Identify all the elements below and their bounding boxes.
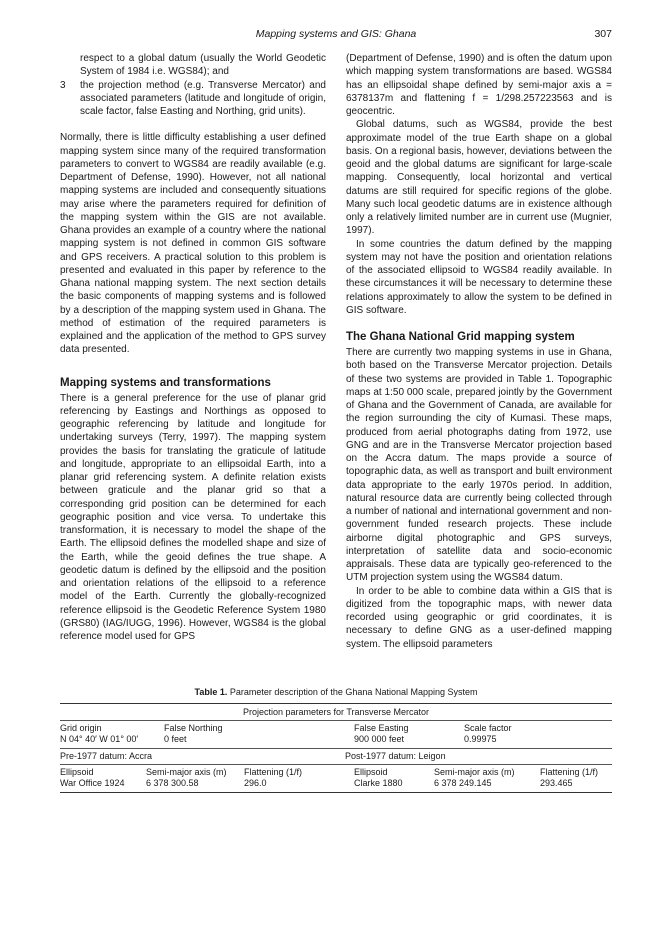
left-column <box>60 52 326 643</box>
table-cell: N 04° 40′ W 01° 00′ <box>60 734 139 744</box>
table-datum-post: Post-1977 datum: Leigon <box>345 751 446 761</box>
table-datum-pre: Pre-1977 datum: Accra <box>60 751 153 761</box>
paragraph: Normally, there is little difficulty establishing a user defined mapping system since many of the required transformation parameters to convert to WGS84 are readily available (e.g. Department of Defense, 1990). However, not all national mapping systems are included and consequently situations may arise where the parameters required for definition of the mapping system within the GIS are not available. Ghana provides an example of a country where the national mapping system is not defined in common GIS software and GPS receivers. A practical solution to this problem is presented and evaluated in this paper by reference to the Ghana national mapping system. The next section details the basic components of mapping systems and is followed by a description of the mapping system used in Ghana. The method of estimation of the required parameters is explained and the application of the method to GPS survey data presented. <box>60 132 326 356</box>
table-header-cell: Grid origin <box>60 723 102 733</box>
section-heading: The Ghana National Grid mapping system <box>346 331 575 343</box>
page-number: 307 <box>594 28 612 40</box>
table-cell: 296.0 <box>244 778 267 788</box>
table-header-cell: Ellipsoid <box>60 767 94 777</box>
paragraph: There is a general preference for the use of planar grid referencing by Eastings and Northings as opposed to geographic referencing by latitude and longitude for undertaking surveys (Terry, 1997). The mapping system provides the basis for translating the graticule of latitude and longitude, appropriate to an ellipsoidal Earth, into a planar grid referencing system. A definite relation exists between graticule and the planar grid so that a corresponding grid position can be determined for each geographic position and vice versa. To undertake this transformation, it is necessary to model the shape of the Earth. The ellipsoid defines the modelled shape and size of the Earth, while the geoid defines the true shape. A geodetic datum is defined by the ellipsoid and the position and orientation relations of the ellipsoid to a reference model of the Earth. Currently the globally-recognized reference ellipsoid is the Geodetic Reference System 1980 (GRS80) (IAG/IUGG, 1996). However, WGS84 is the global reference model used for GPS <box>60 392 326 642</box>
table-cell: 6 378 300.58 <box>146 778 199 788</box>
paragraph: In some countries the datum defined by the mapping system may not have the position and orientation relations of the associated ellipsoid to WGS84 readily available. In these circumstances it will be necessary to determine these relations approximately to allow the system to be defined in GIS software. <box>346 238 612 316</box>
table-1 <box>60 686 612 793</box>
table-header-cell: Flattening (1/f) <box>540 767 599 777</box>
table-projection-block <box>60 721 612 748</box>
paragraph: There are currently two mapping systems in use in Ghana, both based on the Transverse Mercator projection. Details of these two systems are provided in Table 1. Topographic maps at 1:50 000 scale, prepared jointly by the Government of Ghana and the Government of Canada, are available for the region surrounding the city of Kumasi. These maps, produced from aerial photographs dating from 1972, use GNG and are in the Transverse Mercator projection based on the Accra datum. The maps provide a source of topographic data, as well as transport and built environment data appropriate to the early 1970s period. In addition, natural resource data are currently being collected through a number of national and international government and non-government funded research projects. These include airborne digital photographic and GPS surveys, interpretation of satellite data and socio-economic appraisals. These data are typically geo-referenced to the UTM projection system using the WGS84 datum. <box>346 347 612 584</box>
list-item-3 <box>60 79 326 119</box>
section-heading: Mapping systems and transformations <box>60 376 271 389</box>
table-cell: 6 378 249.145 <box>434 778 492 788</box>
table-projection-header: Projection parameters for Transverse Mercator <box>242 707 430 717</box>
table-datum-row <box>60 749 612 764</box>
paragraph: In order to be able to combine data within a GIS that is digitized from the topographic maps, with newer data recorded using geographic or grid coordinates, it is necessary to define GNG as a user-defined mapping system. The ellipsoid parameters <box>346 585 612 650</box>
table-header-cell: Ellipsoid <box>354 767 388 777</box>
table-cell: War Office 1924 <box>60 778 125 788</box>
table-cell: 900 000 feet <box>354 734 405 744</box>
right-column <box>346 52 612 651</box>
paragraph: Global datums, such as WGS84, provide the best approximate model of the true Earth shape on a global basis. On a regional basis, however, deviations between the geoid and the global datums are significant for large-scale mapping. Consequently, local horizontal and vertical datums are still required for specific regions of the globe. Many such local geodetic datums are in existence although only a relatively limited number are in current use (Mugnier, 1997). <box>346 119 612 237</box>
page-header <box>60 28 612 44</box>
table-caption-text: Parameter description of the Ghana National Mapping System <box>229 687 478 697</box>
table-cell: 0.99975 <box>464 734 497 744</box>
table-cell: 0 feet <box>164 734 187 744</box>
table-header-cell: Semi-major axis (m) <box>146 767 227 777</box>
running-title: Mapping systems and GIS: Ghana <box>255 28 417 40</box>
list-text: the projection method (e.g. Transverse Mercator) and associated parameters (latitude and longitude of origin, scale factor, false Easting and Northing, grid units). <box>80 79 326 117</box>
table-caption <box>60 686 612 698</box>
paragraph: (Department of Defense, 1990) and is often the datum upon which mapping system transformations are based. WGS84 has an ellipsoidal shape defined by semi-major axis a = 6378137m and flattening f = 1/298.257223563 and is geocentric. <box>346 53 612 117</box>
table-header-cell: False Easting <box>354 723 409 733</box>
table-cell: 293.465 <box>540 778 573 788</box>
table-header-cell: False Northing <box>164 723 223 733</box>
table-header-cell: Flattening (1/f) <box>244 767 303 777</box>
list-item-2-continuation: respect to a global datum (usually the World Geodetic System of 1984 i.e. WGS84); and <box>80 53 326 78</box>
table-header-cell: Scale factor <box>464 723 512 733</box>
table-ellipsoid-block <box>60 765 612 792</box>
table-caption-label: Table 1. <box>194 687 228 697</box>
table-cell: Clarke 1880 <box>354 778 403 788</box>
list-number: 3 <box>60 79 66 91</box>
table-header-cell: Semi-major axis (m) <box>434 767 515 777</box>
